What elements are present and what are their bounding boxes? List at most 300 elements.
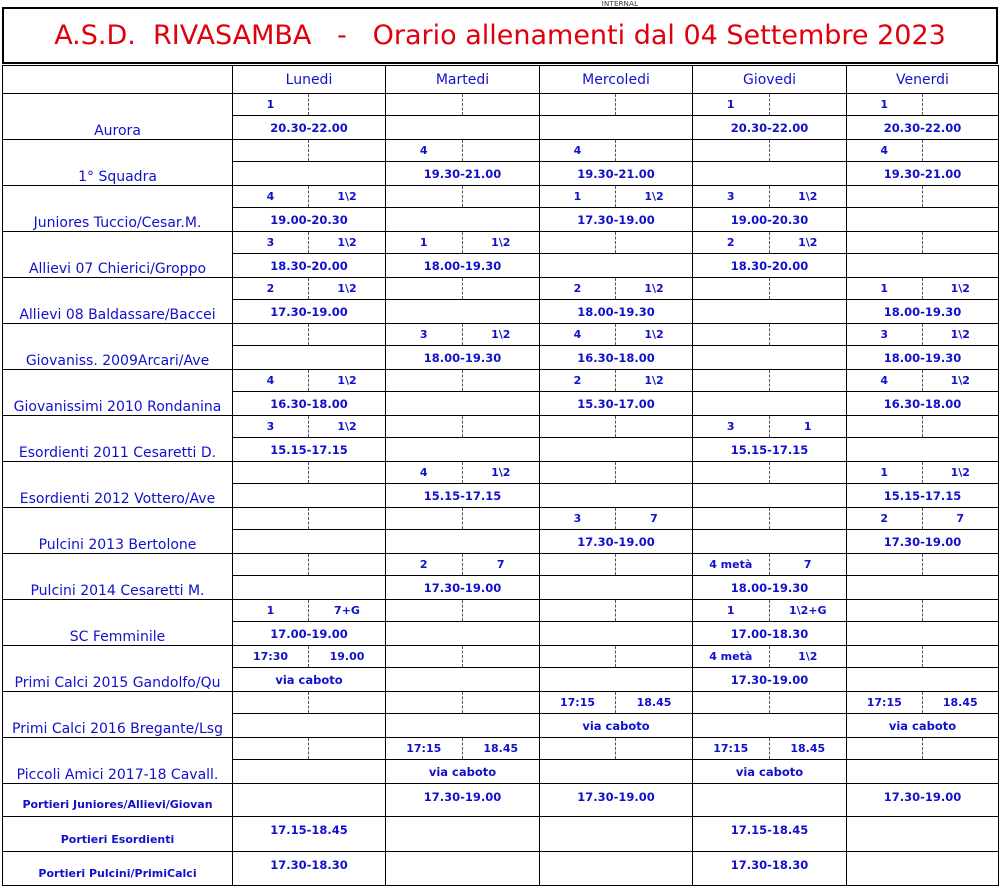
field-label: 1: [233, 94, 309, 115]
goalkeeper-time: [847, 852, 998, 885]
slot-time: [540, 622, 692, 645]
slot-time: [386, 714, 539, 737]
slot-time: 17.00-18.30: [730, 626, 809, 641]
day-header-venerdi: Venerdi: [847, 66, 999, 94]
field-label: 4 metà: [693, 554, 770, 575]
slot-top: [540, 370, 692, 392]
field-portion: [923, 140, 999, 161]
slot-mercoledi: [540, 692, 693, 738]
field-label: 2: [386, 554, 463, 575]
field-label: [847, 232, 923, 253]
field-label: [540, 646, 616, 667]
slot-time: [847, 576, 998, 599]
slot-top: [386, 232, 539, 254]
goalkeeper-time: [233, 784, 385, 816]
slot-top: [386, 94, 539, 116]
slot-top: [847, 416, 998, 438]
field-portion: 7+G: [334, 604, 360, 617]
field-portion: [309, 554, 385, 575]
slot-top: [386, 508, 539, 530]
team-name: Allievi 08 Baldassare/Baccei: [3, 278, 233, 324]
field-label: 3: [233, 232, 309, 253]
slot-lunedi: [233, 278, 386, 324]
field-label: [847, 416, 923, 437]
slot-time: [693, 484, 846, 507]
field-label: [386, 94, 463, 115]
team-row: [3, 324, 999, 370]
slot-top: [693, 554, 846, 576]
field-label: [233, 554, 309, 575]
slot-time: 18.00-19.30: [423, 258, 502, 273]
team-name: Giovaniss. 2009Arcari/Ave: [3, 324, 233, 370]
slot-martedi: [386, 462, 540, 508]
slot-top: [847, 508, 998, 530]
slot-time: 20.30-22.00: [270, 120, 348, 135]
slot-lunedi: [233, 692, 386, 738]
slot-time: [540, 116, 692, 139]
slot-giovedi: [693, 738, 847, 784]
slot-mercoledi: [540, 646, 693, 692]
slot-time: 19.30-21.00: [577, 166, 655, 181]
field-label: [540, 554, 616, 575]
slot-time: [386, 116, 539, 139]
slot-top: [693, 324, 846, 346]
field-label: [386, 508, 463, 529]
slot-time: via caboto: [428, 764, 497, 779]
field-label: [233, 508, 309, 529]
field-portion: [770, 278, 847, 299]
field-portion: [463, 140, 540, 161]
slot-lunedi: [233, 370, 386, 416]
slot-venerdi: [847, 324, 999, 370]
field-portion: [616, 94, 692, 115]
corner-cell: [3, 66, 233, 94]
slot-top: [693, 738, 846, 760]
field-label: [386, 186, 463, 207]
slot-time: [540, 668, 692, 691]
slot-top: [386, 140, 539, 162]
slot-time: 19.00-20.30: [730, 212, 809, 227]
slot-top: [693, 370, 846, 392]
slot-top: [540, 94, 692, 116]
field-portion: [309, 94, 385, 115]
slot-time: [693, 300, 846, 323]
goalkeeper-slot-martedi: [386, 852, 540, 886]
slot-top: [233, 278, 385, 300]
slot-top: [386, 692, 539, 714]
field-portion: [616, 600, 692, 621]
slot-mercoledi: [540, 370, 693, 416]
slot-top: [386, 646, 539, 668]
slot-time: 18.30-20.00: [270, 258, 348, 273]
field-portion: [309, 140, 385, 161]
field-portion: 7: [650, 512, 658, 525]
slot-time: 17.30-19.00: [883, 534, 962, 549]
team-row: [3, 186, 999, 232]
field-portion: 1: [803, 420, 812, 433]
field-label: [386, 646, 463, 667]
goalkeeper-time: [693, 784, 846, 816]
field-label: [693, 324, 770, 345]
goalkeeper-time: [540, 852, 692, 885]
slot-giovedi: [693, 94, 847, 140]
field-label: [386, 600, 463, 621]
slot-lunedi: [233, 324, 386, 370]
slot-top: [233, 692, 385, 714]
slot-time: [386, 438, 539, 461]
slot-top: [386, 186, 539, 208]
team-row: [3, 554, 999, 600]
slot-top: [540, 600, 692, 622]
field-portion: 18.45: [483, 742, 519, 755]
goalkeeper-slot-giovedi: [693, 784, 847, 817]
slot-top: [233, 416, 385, 438]
slot-giovedi: [693, 416, 847, 462]
goalkeeper-slot-lunedi: [233, 852, 386, 886]
slot-time: [233, 760, 385, 783]
slot-top: [386, 278, 539, 300]
slot-lunedi: [233, 416, 386, 462]
field-portion: [463, 416, 540, 437]
slot-top: [693, 140, 846, 162]
slot-venerdi: [847, 232, 999, 278]
team-name: 1° Squadra: [3, 140, 233, 186]
slot-top: [847, 370, 998, 392]
slot-mercoledi: [540, 140, 693, 186]
field-portion: [616, 232, 692, 253]
goalkeeper-time: 17.30-19.00: [577, 790, 655, 804]
slot-top: [233, 600, 385, 622]
slot-top: [386, 462, 539, 484]
field-label: 1: [847, 278, 923, 299]
field-portion: [463, 508, 540, 529]
slot-top: [847, 324, 998, 346]
team-name: Aurora: [3, 94, 233, 140]
slot-giovedi: [693, 646, 847, 692]
slot-martedi: [386, 416, 540, 462]
team-name: Esordienti 2012 Vottero/Ave: [3, 462, 233, 508]
field-label: [540, 600, 616, 621]
field-label: 1: [386, 232, 463, 253]
field-label: 4: [233, 186, 309, 207]
slot-time: 16.30-18.00: [577, 350, 655, 365]
slot-top: [540, 186, 692, 208]
slot-mercoledi: [540, 186, 693, 232]
slot-time: [233, 714, 385, 737]
field-label: 2: [693, 232, 770, 253]
slot-time: via caboto: [582, 718, 650, 733]
slot-time: 15.15-17.15: [270, 442, 348, 457]
team-row: [3, 600, 999, 646]
field-portion: [309, 738, 385, 759]
slot-lunedi: [233, 554, 386, 600]
field-label: [233, 738, 309, 759]
field-label: 17:15: [386, 738, 463, 759]
field-portion: [616, 416, 692, 437]
team-name: Primi Calci 2015 Gandolfo/Qu: [3, 646, 233, 692]
slot-top: [847, 232, 998, 254]
schedule-table: [2, 65, 999, 886]
slot-time: [386, 668, 539, 691]
field-portion: 1\2: [337, 282, 357, 295]
field-portion: [309, 324, 385, 345]
slot-martedi: [386, 232, 540, 278]
field-label: 2: [847, 508, 923, 529]
slot-time: [693, 530, 846, 553]
slot-giovedi: [693, 278, 847, 324]
slot-giovedi: [693, 324, 847, 370]
slot-top: [540, 692, 692, 714]
field-label: 1: [233, 600, 309, 621]
slot-martedi: [386, 140, 540, 186]
slot-martedi: [386, 554, 540, 600]
field-label: 3: [693, 186, 770, 207]
field-label: 2: [540, 278, 616, 299]
slot-lunedi: [233, 600, 386, 646]
day-header-giovedi: Giovedi: [693, 66, 847, 94]
slot-venerdi: [847, 140, 999, 186]
field-label: 17:30: [233, 646, 309, 667]
slot-top: [386, 324, 539, 346]
field-label: [693, 462, 770, 483]
slot-top: [540, 232, 692, 254]
slot-top: [847, 554, 998, 576]
page-title: A.S.D. RIVASAMBA - Orario allenamenti dal 04 Settembre 2023: [2, 7, 998, 64]
slot-giovedi: [693, 692, 847, 738]
slot-venerdi: [847, 416, 999, 462]
field-label: [233, 324, 309, 345]
field-portion: [616, 554, 692, 575]
slot-top: [847, 140, 998, 162]
slot-top: [233, 140, 385, 162]
slot-time: [693, 392, 846, 415]
slot-time: via caboto: [888, 718, 957, 733]
day-header-row: [3, 66, 999, 94]
field-portion: [463, 186, 540, 207]
field-portion: 1\2: [337, 420, 357, 433]
field-label: [847, 186, 923, 207]
team-name: Pulcini 2014 Cesaretti M.: [3, 554, 233, 600]
field-portion: 18.45: [636, 696, 672, 709]
field-label: 1: [847, 462, 923, 483]
field-portion: 1\2: [337, 374, 357, 387]
field-portion: 1\2: [798, 650, 818, 663]
field-portion: [463, 692, 540, 713]
slot-time: 19.30-21.00: [883, 166, 962, 181]
day-header-lunedi: Lunedi: [233, 66, 386, 94]
field-portion: [616, 738, 692, 759]
team-row: [3, 508, 999, 554]
goalkeeper-time: [386, 852, 539, 885]
slot-martedi: [386, 738, 540, 784]
team-row: [3, 140, 999, 186]
slot-time: [693, 714, 846, 737]
goalkeeper-time: [847, 817, 998, 851]
slot-top: [386, 416, 539, 438]
slot-mercoledi: [540, 462, 693, 508]
slot-time: [693, 346, 846, 369]
slot-martedi: [386, 646, 540, 692]
field-portion: 1\2: [644, 328, 664, 341]
slot-time: 18.00-19.30: [423, 350, 502, 365]
field-label: 2: [540, 370, 616, 391]
field-label: 17:15: [847, 692, 923, 713]
field-label: [540, 416, 616, 437]
goalkeeper-slot-martedi: [386, 784, 540, 817]
team-name: Primi Calci 2016 Bregante/Lsg: [3, 692, 233, 738]
field-portion: 19.00: [329, 650, 365, 663]
team-name: Allievi 07 Chierici/Groppo: [3, 232, 233, 278]
field-label: [693, 692, 770, 713]
goalkeeper-time: 17.30-18.30: [730, 858, 809, 872]
slot-mercoledi: [540, 232, 693, 278]
slot-time: 15.15-17.15: [730, 442, 809, 457]
goalkeeper-time: 17.30-18.30: [270, 858, 348, 872]
slot-top: [233, 94, 385, 116]
field-portion: [923, 554, 999, 575]
field-label: [540, 232, 616, 253]
field-portion: 1\2+G: [788, 604, 827, 617]
field-portion: 1\2: [644, 374, 664, 387]
slot-time: [540, 254, 692, 277]
slot-time: 18.00-19.30: [730, 580, 809, 595]
slot-time: [540, 438, 692, 461]
field-label: [693, 140, 770, 161]
slot-top: [847, 94, 998, 116]
field-label: [693, 370, 770, 391]
slot-top: [693, 278, 846, 300]
field-portion: [923, 416, 999, 437]
field-portion: 1\2: [491, 466, 511, 479]
field-portion: [463, 278, 540, 299]
slot-top: [693, 232, 846, 254]
goalkeeper-row: [3, 817, 999, 852]
slot-time: 20.30-22.00: [883, 120, 962, 135]
goalkeeper-slot-lunedi: [233, 784, 386, 817]
field-label: 4: [233, 370, 309, 391]
field-label: [847, 600, 923, 621]
slot-martedi: [386, 324, 540, 370]
field-label: [386, 692, 463, 713]
field-portion: [770, 94, 847, 115]
goalkeeper-time: 17.15-18.45: [730, 823, 809, 837]
goalkeeper-name: Portieri Esordienti: [3, 817, 233, 852]
slot-time: via caboto: [735, 764, 804, 779]
slot-mercoledi: [540, 600, 693, 646]
slot-martedi: [386, 508, 540, 554]
goalkeeper-time: [540, 817, 692, 851]
slot-top: [233, 324, 385, 346]
field-label: 3: [233, 416, 309, 437]
slot-giovedi: [693, 232, 847, 278]
slot-top: [233, 186, 385, 208]
field-portion: 1\2: [950, 328, 970, 341]
field-portion: [309, 462, 385, 483]
internal-label: INTERNAL: [601, 0, 639, 8]
slot-time: [386, 530, 539, 553]
field-portion: [923, 646, 999, 667]
goalkeeper-row: [3, 784, 999, 817]
field-label: 3: [847, 324, 923, 345]
field-portion: 1\2: [950, 282, 970, 295]
team-name: Juniores Tuccio/Cesar.M.: [3, 186, 233, 232]
field-label: [693, 278, 770, 299]
slot-top: [540, 508, 692, 530]
slot-lunedi: [233, 508, 386, 554]
slot-venerdi: [847, 738, 999, 784]
field-label: 3: [693, 416, 770, 437]
slot-giovedi: [693, 600, 847, 646]
slot-venerdi: [847, 508, 999, 554]
field-portion: 1\2: [950, 466, 970, 479]
slot-lunedi: [233, 232, 386, 278]
field-label: [693, 508, 770, 529]
slot-mercoledi: [540, 508, 693, 554]
slot-martedi: [386, 370, 540, 416]
team-row: [3, 738, 999, 784]
field-label: [386, 416, 463, 437]
field-portion: 18.45: [790, 742, 826, 755]
field-label: 17:15: [693, 738, 770, 759]
goalkeeper-slot-martedi: [386, 817, 540, 852]
field-label: [847, 738, 923, 759]
field-label: 1: [693, 600, 770, 621]
goalkeeper-slot-venerdi: [847, 817, 999, 852]
team-name: Pulcini 2013 Bertolone: [3, 508, 233, 554]
slot-time: 18.30-20.00: [730, 258, 809, 273]
slot-time: 17.30-19.00: [270, 304, 348, 319]
field-portion: 7: [956, 512, 965, 525]
field-portion: [616, 140, 692, 161]
slot-venerdi: [847, 692, 999, 738]
goalkeeper-name: Portieri Pulcini/PrimiCalci: [3, 852, 233, 886]
slot-top: [847, 646, 998, 668]
field-portion: [616, 646, 692, 667]
goalkeeper-slot-mercoledi: [540, 817, 693, 852]
field-label: 4: [847, 140, 923, 161]
slot-top: [233, 554, 385, 576]
slot-time: [847, 254, 998, 277]
field-portion: [309, 508, 385, 529]
field-label: 4: [386, 140, 463, 161]
schedule-body: [3, 94, 999, 886]
slot-time: [847, 438, 998, 461]
slot-lunedi: [233, 140, 386, 186]
goalkeeper-time: 17.15-18.45: [270, 823, 348, 837]
field-label: [540, 738, 616, 759]
slot-time: 17.30-19.00: [577, 534, 655, 549]
slot-time: 19.00-20.30: [270, 212, 348, 227]
goalkeeper-row: [3, 852, 999, 886]
team-name: SC Femminile: [3, 600, 233, 646]
slot-mercoledi: [540, 554, 693, 600]
slot-time: [693, 162, 846, 185]
slot-top: [233, 738, 385, 760]
slot-top: [847, 600, 998, 622]
slot-top: [847, 462, 998, 484]
slot-top: [386, 554, 539, 576]
goalkeeper-name: Portieri Juniores/Allievi/Giovan: [3, 784, 233, 817]
slot-time: 17.00-19.00: [270, 626, 348, 641]
field-portion: [923, 232, 999, 253]
goalkeeper-slot-venerdi: [847, 784, 999, 817]
slot-top: [233, 508, 385, 530]
day-header-martedi: Martedi: [386, 66, 540, 94]
slot-lunedi: [233, 646, 386, 692]
field-portion: [770, 324, 847, 345]
goalkeeper-slot-venerdi: [847, 852, 999, 886]
slot-top: [386, 370, 539, 392]
